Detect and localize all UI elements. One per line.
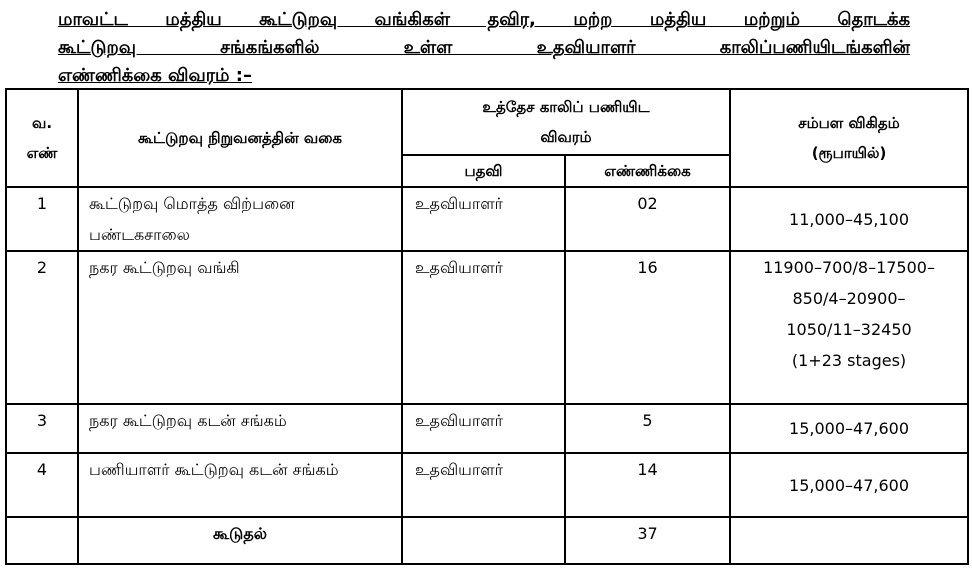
header-serial-number: வ. எண் <box>6 89 78 187</box>
table-total-row <box>6 517 968 564</box>
total-label: கூடுதல் <box>78 517 402 564</box>
row-institution: கூட்டுறவு மொத்த விற்பனை பண்டகசாலை <box>78 187 402 251</box>
row-count: 14 <box>565 453 730 517</box>
row-serial: 4 <box>6 453 78 517</box>
heading-line-2: கூட்டுறவு சங்கங்களில் உள்ள உதவியாளர் காலிப்பணியிடங்களின் <box>58 37 910 58</box>
row-institution: நகர கூட்டுறவு கடன் சங்கம் <box>78 404 402 453</box>
header-count: எண்ணிக்கை <box>565 155 730 187</box>
header-institution-type: கூட்டுறவு நிறுவனத்தின் வகை <box>78 89 402 187</box>
row-pay: 11900–700/8–17500–850/4–20900–1050/11–32450 (1+23 stages) <box>730 251 968 404</box>
row-institution: பணியாளர் கூட்டுறவு கடன் சங்கம் <box>78 453 402 517</box>
document-heading <box>58 6 910 90</box>
row-serial: 3 <box>6 404 78 453</box>
row-institution: நகர கூட்டுறவு வங்கி <box>78 251 402 404</box>
table-row <box>6 453 968 517</box>
row-serial: 2 <box>6 251 78 404</box>
header-vacancy-details: உத்தேச காலிப் பணியிட விவரம் <box>402 89 730 155</box>
table-row <box>6 404 968 453</box>
total-empty-cell <box>6 517 78 564</box>
row-post: உதவியாளர் <box>402 251 565 404</box>
row-pay: 11,000–45,100 <box>730 187 968 251</box>
row-serial: 1 <box>6 187 78 251</box>
table-row <box>6 251 968 404</box>
row-post: உதவியாளர் <box>402 187 565 251</box>
table-header-row <box>6 89 968 155</box>
row-count: 02 <box>565 187 730 251</box>
total-count: 37 <box>565 517 730 564</box>
row-post: உதவியாளர் <box>402 404 565 453</box>
row-count: 16 <box>565 251 730 404</box>
row-pay: 15,000–47,600 <box>730 404 968 453</box>
row-post: உதவியாளர் <box>402 453 565 517</box>
header-pay-scale: சம்பள விகிதம் (ரூபாயில்) <box>730 89 968 187</box>
row-pay: 15,000–47,600 <box>730 453 968 517</box>
vacancy-table <box>5 88 969 565</box>
header-post: பதவி <box>402 155 565 187</box>
total-empty-cell <box>730 517 968 564</box>
total-empty-cell <box>402 517 565 564</box>
table-row <box>6 187 968 251</box>
heading-line-3: எண்ணிக்கை விவரம் :– <box>58 65 253 86</box>
heading-line-1: மாவட்ட மத்திய கூட்டுறவு வங்கிகள் தவிர, மற்ற மத்திய மற்றும் தொடக்க <box>58 9 910 30</box>
row-count: 5 <box>565 404 730 453</box>
